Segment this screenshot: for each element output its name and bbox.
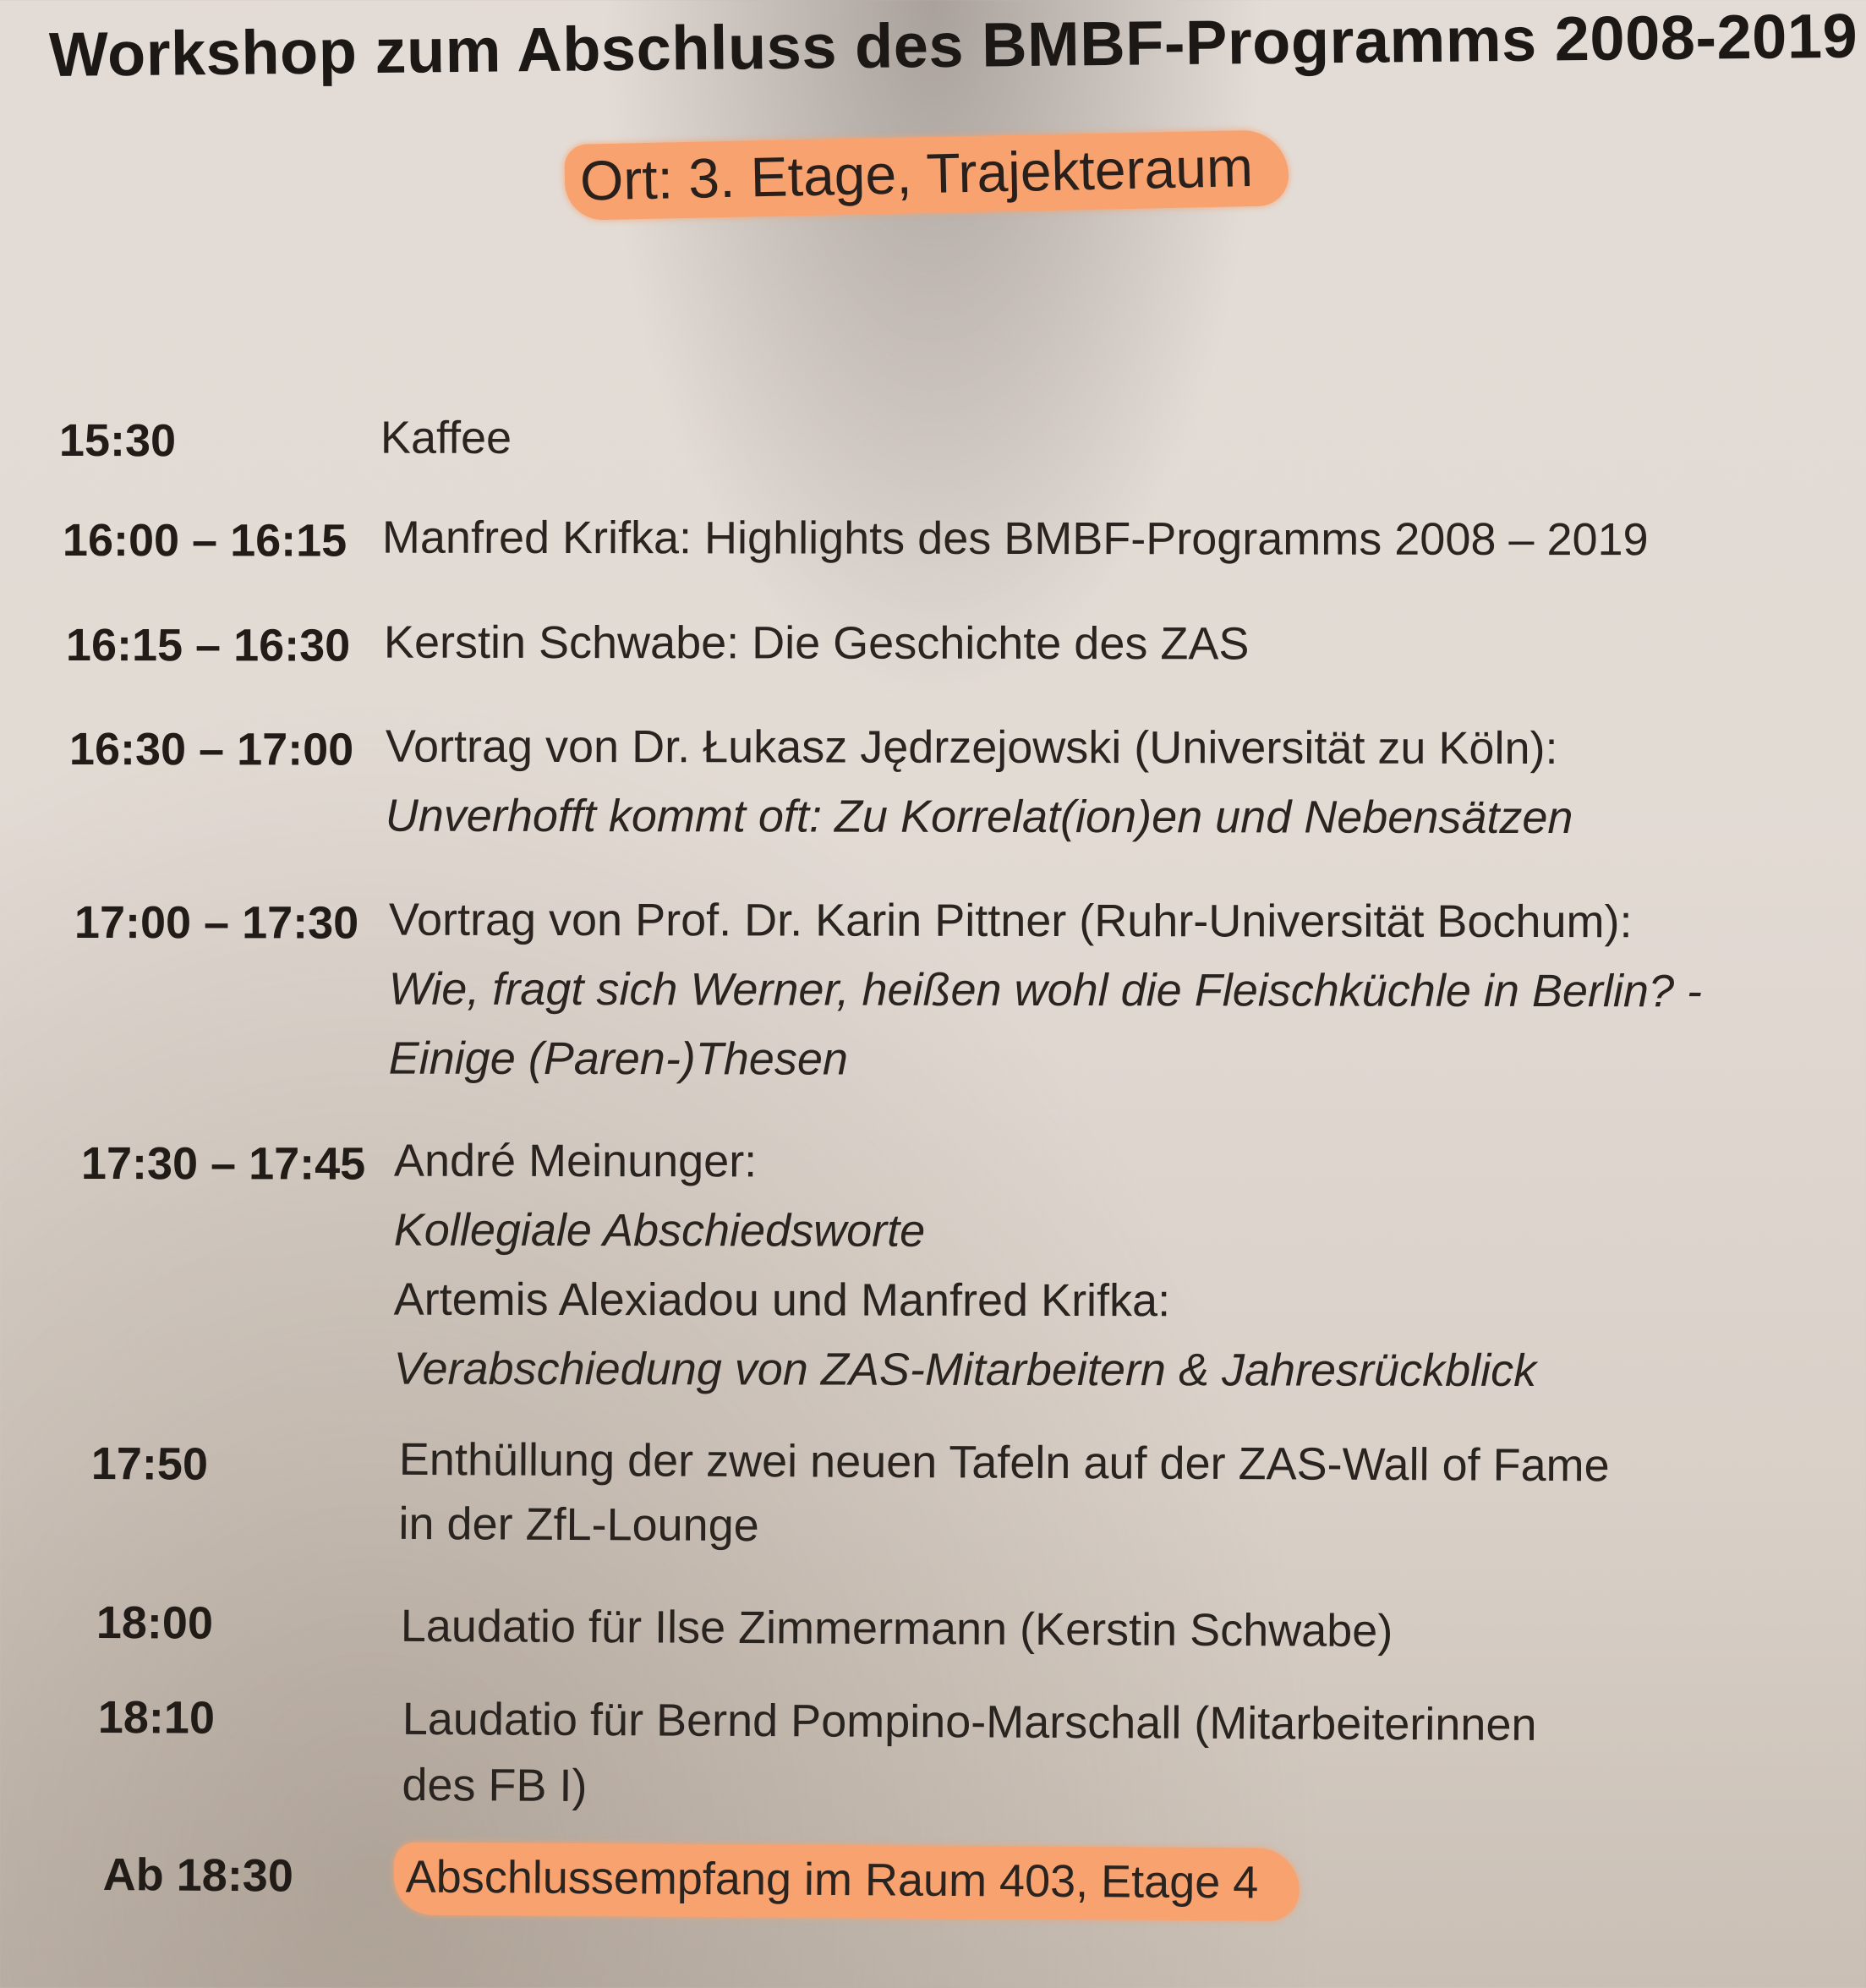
location-text: Ort: 3. Etage, Trajekteraum — [564, 129, 1289, 221]
schedule-row — [68, 720, 1862, 844]
schedule-row — [102, 1848, 1866, 1909]
schedule-row — [62, 512, 1855, 567]
description-line: des FB I) — [402, 1759, 588, 1812]
schedule-description — [401, 1591, 1838, 1668]
description-line: Vortrag von Dr. Łukasz Jędrzejowski (Universität zu Köln): — [385, 720, 1558, 775]
description-line: Verabschiedung von ZAS-Mitarbeitern & Jahresrückblick — [393, 1343, 1537, 1397]
description-line: Kerstin Schwabe: Die Geschichte des ZAS — [383, 616, 1250, 670]
description-line: Manfred Krifka: Highlights des BMBF-Programms 2008 – 2019 — [381, 512, 1649, 566]
description-line: Unverhofft kommt oft: Zu Korrelat(ion)en und Nebensätzen — [385, 790, 1573, 844]
schedule-row — [58, 412, 1852, 467]
schedule-time: 15:30 — [58, 415, 177, 467]
schedule-description — [398, 1427, 1836, 1564]
schedule-time: 16:15 – 16:30 — [65, 620, 351, 671]
schedule-row — [97, 1691, 1866, 1812]
description-line: in der ZfL-Lounge — [398, 1498, 759, 1552]
schedule-row — [96, 1596, 1866, 1657]
description-line — [405, 1842, 1843, 1925]
description-line: Vortrag von Prof. Dr. Karin Pittner (Ruhr-Universität Bochum): — [388, 894, 1633, 948]
schedule-time: 16:00 – 16:15 — [62, 515, 347, 567]
schedule-description — [389, 885, 1826, 1096]
page-title: Workshop zum Abschluss des BMBF-Programms 2008-2019 — [48, 0, 1858, 90]
schedule-description — [405, 1842, 1843, 1925]
description-line: Artemis Alexiadou und Manfred Krifka: — [393, 1273, 1171, 1327]
description-line: Kaffee — [380, 412, 512, 463]
schedule-description — [393, 1126, 1831, 1406]
schedule-time: 17:50 — [90, 1438, 209, 1490]
schedule-description — [380, 403, 1818, 475]
schedule-description — [384, 608, 1821, 680]
schedule-row — [74, 894, 1866, 1085]
schedule-time: 18:00 — [96, 1597, 214, 1649]
schedule-time: 18:10 — [97, 1692, 216, 1744]
reception-highlight: Abschlussempfang im Raum 403, Etage 4 — [393, 1842, 1299, 1920]
description-line: Laudatio für Bernd Pompino-Marschall (Mitarbeiterinnen — [402, 1693, 1537, 1750]
schedule-description — [402, 1686, 1840, 1826]
description-line: Wie, fragt sich Werner, heißen wohl die Fleischküchle in Berlin? - — [388, 963, 1703, 1017]
schedule-time: 17:00 – 17:30 — [74, 897, 359, 949]
schedule-time: Ab 18:30 — [102, 1849, 294, 1902]
description-line: André Meinunger: — [393, 1135, 758, 1187]
description-line: Einige (Paren-)Thesen — [388, 1032, 848, 1085]
schedule-row — [65, 616, 1858, 671]
schedule-description — [386, 712, 1823, 853]
schedule-description — [382, 503, 1819, 575]
description-line: Enthüllung der zwei neuen Tafeln auf der ZAS-Wall of Fame — [398, 1433, 1610, 1492]
schedule-time: 17:30 – 17:45 — [80, 1138, 366, 1190]
schedule-row — [80, 1135, 1866, 1397]
schedule-row — [90, 1433, 1866, 1552]
schedule-time: 16:30 – 17:00 — [68, 724, 354, 775]
description-line: Kollegiale Abschiedsworte — [393, 1204, 926, 1257]
description-line: Laudatio für Ilse Zimmermann (Kerstin Schwabe) — [400, 1600, 1393, 1657]
